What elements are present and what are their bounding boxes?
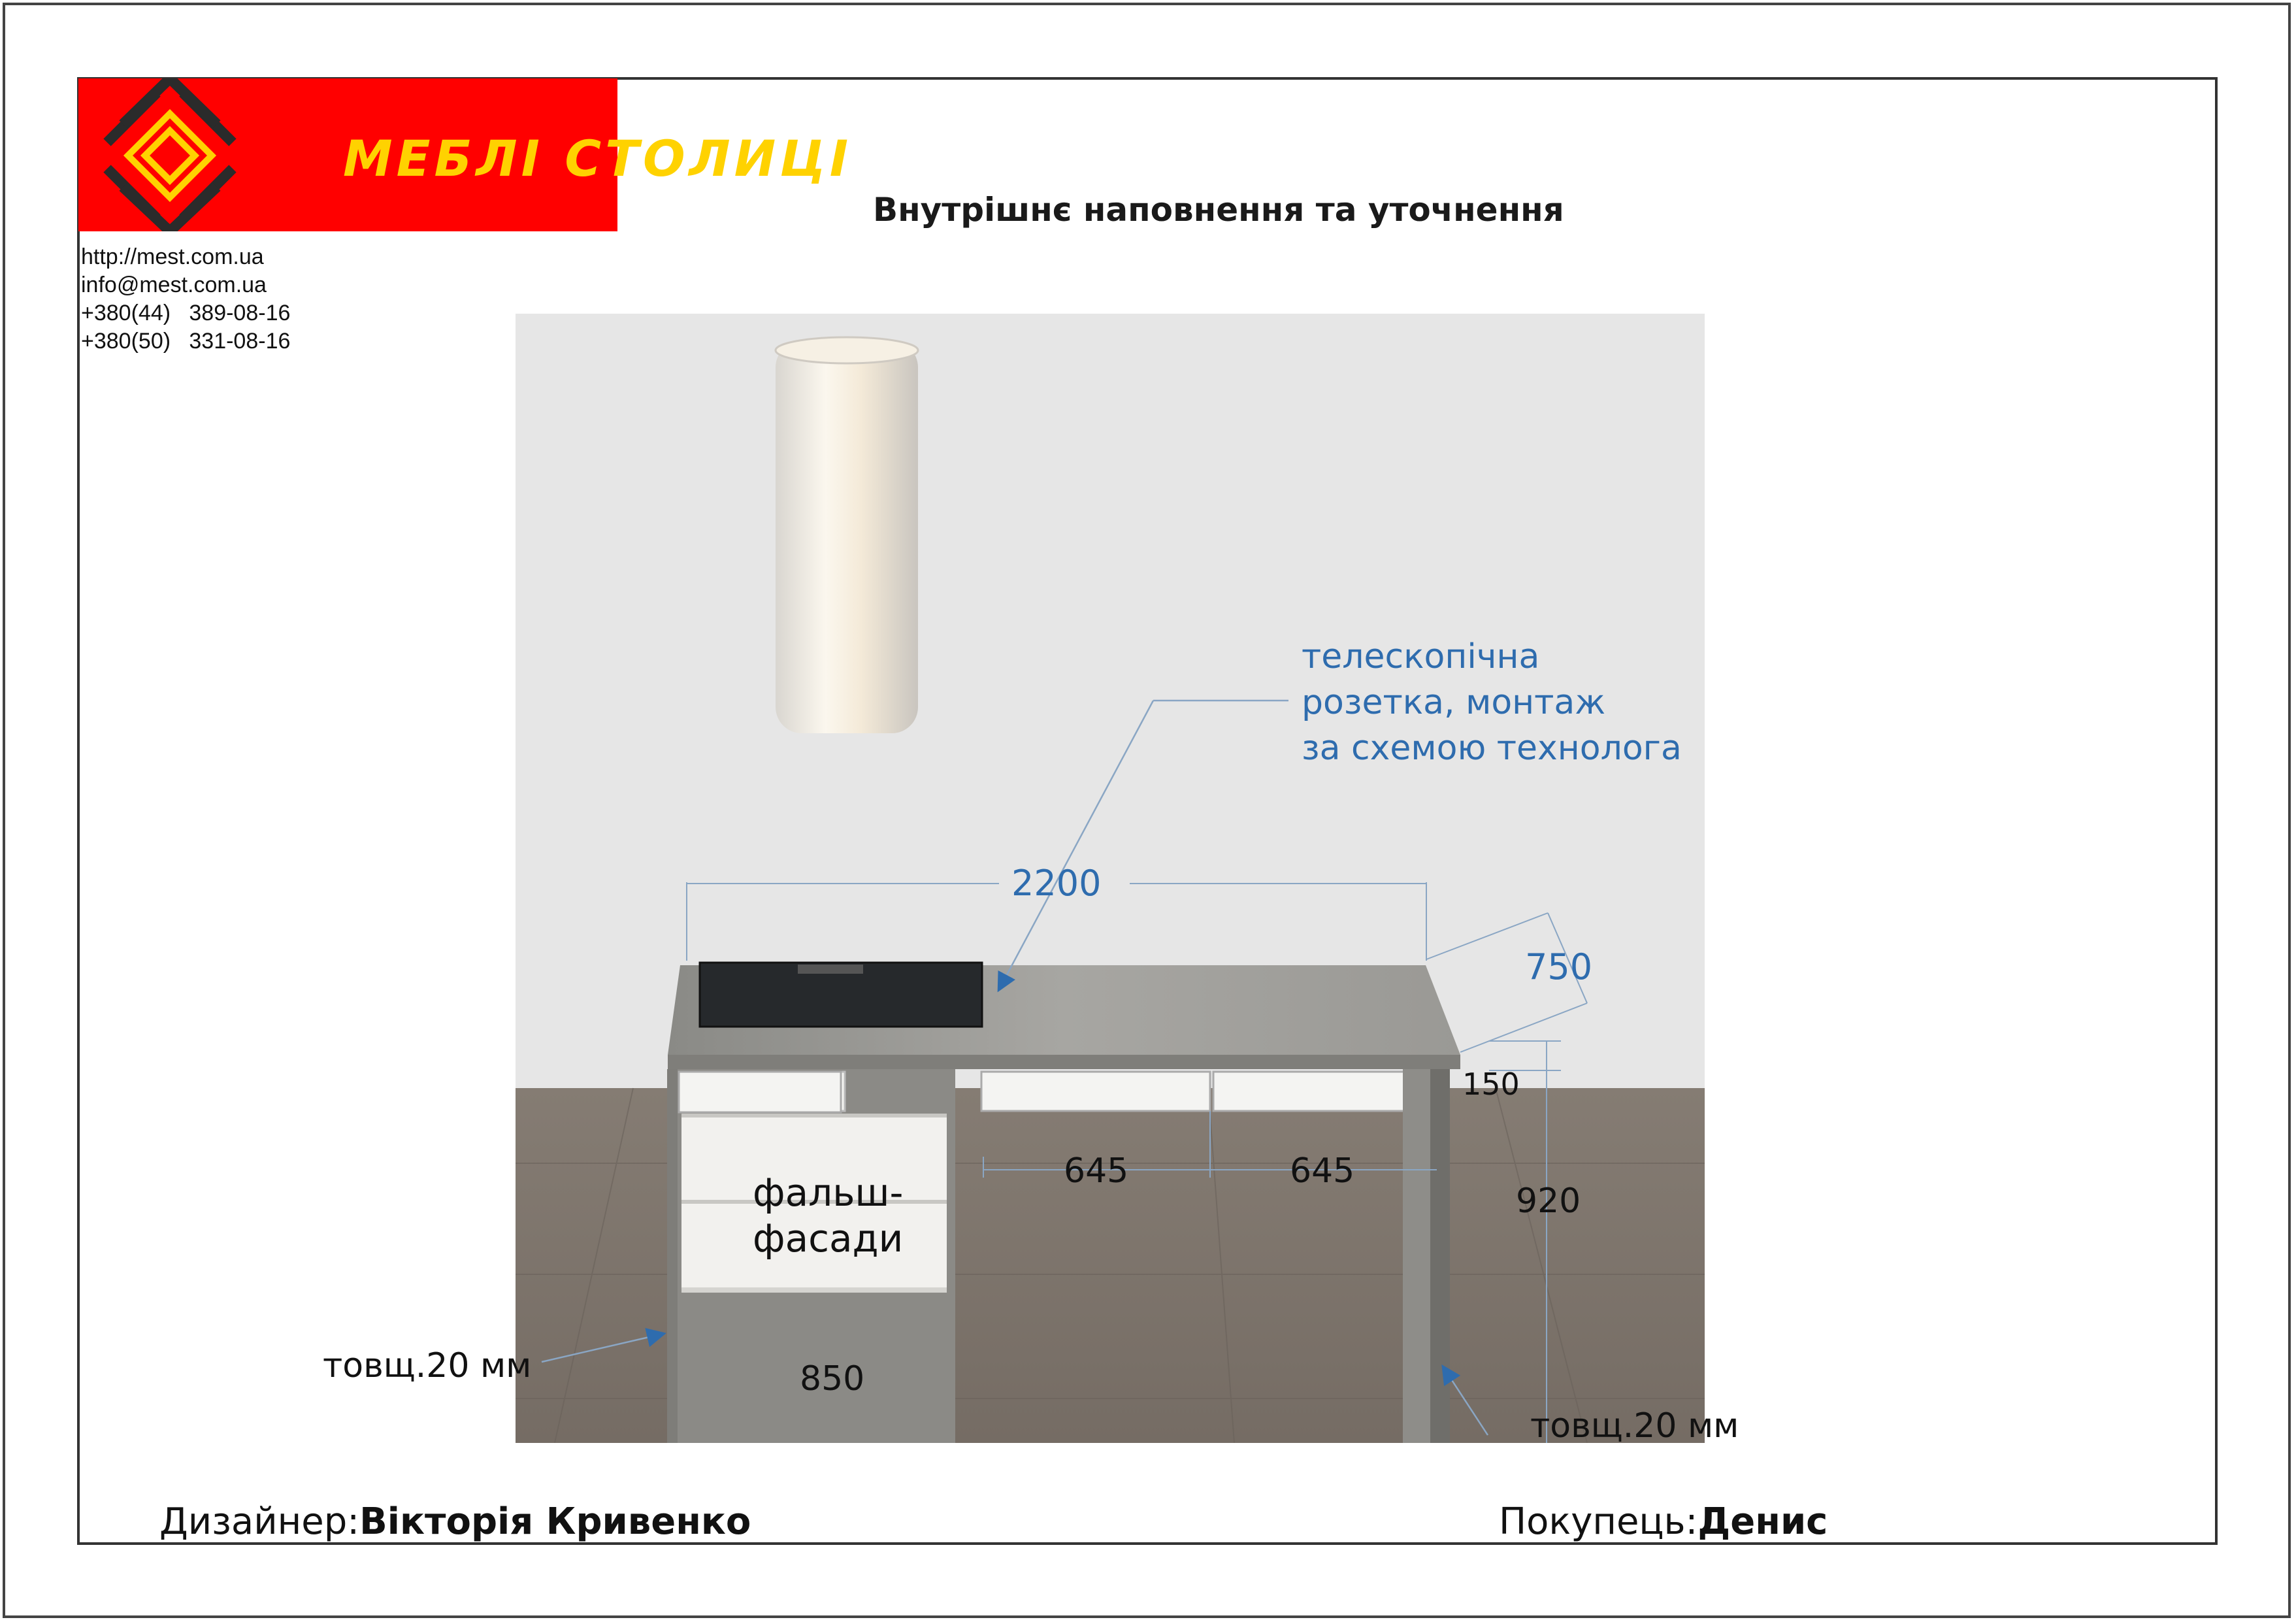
dimension-pedestal: 850 — [800, 1359, 865, 1399]
logo-text: МЕБЛІ СТОЛИЦІ — [343, 129, 853, 188]
dimension-drawer-height: 150 — [1462, 1067, 1520, 1102]
socket-note-line-2: розетка, монтаж — [1302, 683, 1606, 722]
contacts — [81, 243, 290, 356]
false-fronts-line-1: фальш- — [753, 1170, 904, 1215]
drawer-middle — [981, 1072, 1210, 1111]
pendant-lamp — [776, 337, 918, 733]
designer-name: Вікторія Кривенко — [359, 1500, 751, 1543]
designer-label: Дизайнер: — [159, 1500, 360, 1543]
dimension-drawer-a: 645 — [1064, 1151, 1129, 1191]
contact-phone-1: +380(44) 389-08-16 — [81, 301, 291, 325]
customer-label: Покупець: — [1499, 1500, 1698, 1543]
drawer-left — [679, 1072, 841, 1112]
customer-name: Денис — [1697, 1500, 1828, 1543]
page-title: Внутрішнє наповнення та уточнення — [873, 191, 1564, 229]
contact-email[interactable]: info@mest.com.ua — [81, 273, 267, 297]
contact-website[interactable]: http://mest.com.ua — [81, 244, 264, 269]
logo-emblem-icon — [85, 78, 255, 231]
company-logo — [78, 78, 853, 231]
socket-note-line-3: за схемою технолога — [1302, 729, 1682, 768]
dimension-drawer-b: 645 — [1290, 1151, 1355, 1191]
furniture-render — [516, 314, 1705, 1443]
dimension-height: 920 — [1516, 1182, 1581, 1221]
socket-note-line-1: телескопічна — [1302, 637, 1540, 676]
designer-info — [159, 1500, 751, 1543]
thickness-left-label: товщ.20 мм — [323, 1346, 532, 1385]
false-fronts-line-2: фасади — [753, 1216, 904, 1261]
countertop-edge — [668, 1055, 1460, 1069]
contact-phone-2: +380(50) 331-08-16 — [81, 329, 291, 354]
dimension-width: 2200 — [1011, 863, 1102, 904]
dimension-depth: 750 — [1525, 946, 1593, 987]
socket-note — [1302, 634, 1682, 771]
customer-info — [1499, 1500, 1828, 1543]
false-fronts-label — [753, 1170, 903, 1261]
thickness-right-label: товщ.20 мм — [1530, 1406, 1739, 1446]
